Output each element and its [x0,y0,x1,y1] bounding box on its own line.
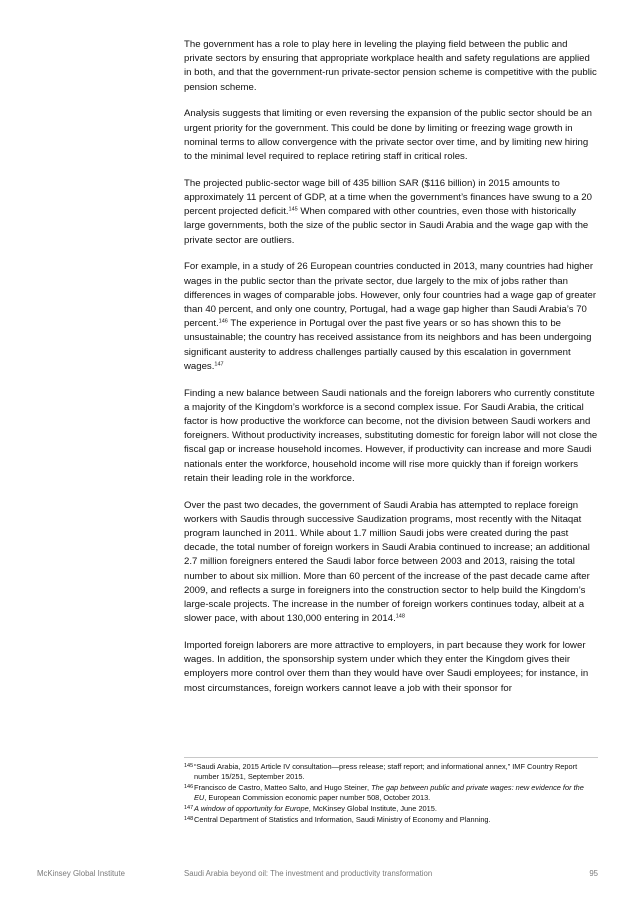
paragraph [184,38,598,95]
footnote-text-run: “Saudi Arabia, 2015 Article IV consultation—press release; staff report; and informational annex,” IMF Country Report number 15/251, September 2015. [194,762,578,782]
paragraph-text: Over the past two decades, the government of Saudi Arabia has attempted to replace foreign workers with Saudis through successive Saudization programs, most recently with the Nitaqat program launched in 2011. While about 1.7 million Saudi jobs were created during the past decade, the total number of foreign workers in Saudi Arabia continued to increase; an additional 2.7 million foreigners entered the Saudi labor force between 2003 and 2013, raising the total number to about six million. More than 60 percent of the increase of the past decade came after 2009, and reflects a surge in foreigners into the construction sector to help build the Kingdom’s large-scale projects. The increase in the number of foreign workers continues today, albeit at a slower pace, with about 130,000 entering in 2014. [184,499,590,625]
footnote-text [194,804,598,814]
footer-report-title: Saudi Arabia beyond oil: The investment and productivity transformation [184,869,433,878]
footnote-number: 147 [184,805,194,812]
paragraph-text: The government has a role to play here in leveling the playing field between the public and private sectors by ensuring that appropriate workplace health and safety regulations are applied in both, and that the government-run private-sector pension scheme is competitive with the public pension scheme. [184,39,597,93]
footnote-reference-147[interactable]: 147 [214,361,224,368]
page-number: 95 [589,869,598,878]
footnote-text [194,783,598,804]
footnote-text [194,815,598,825]
footnote [184,815,598,825]
paragraph-text: The experience in Portugal over the past five years or so has shown this to be unsustainable; the country has received assistance from its neighbors and has been undergoing significant austerity to address challenges partially caused by this escalation in government wages. [184,318,592,372]
footnote-number: 145 [184,763,194,769]
footnote-text [194,762,598,783]
paragraph-text: When compared with other countries, even those with historically large governments, both the size of the public sector in Saudi Arabia and the wage gap with the private sector are outliers. [184,206,589,246]
paragraph [184,107,598,164]
footnote-text-run: Francisco de Castro, Matteo Salto, and Hugo Steiner, [194,783,372,793]
paragraph [184,260,598,374]
paragraph-text: Analysis suggests that limiting or even reversing the expansion of the public sector should be an urgent priority for the government. This could be done by limiting or freezing wage growth in nominal terms to allow convergence with the private sector over time, and by limiting new hiring to the minimal level required to replace retiring staff in critical roles. [184,108,592,163]
footnote-citation-title: The gap between public and private wages: new evidence for the EU [194,783,584,803]
paragraph [184,387,598,486]
footnote-text-run: , European Commission economic paper number 508, October 2013. [204,793,431,803]
footnote-reference-148[interactable]: 148 [395,613,405,620]
footnote-reference-146[interactable]: 146 [218,318,228,325]
paragraph [184,639,598,696]
footnote-citation-title: A window of opportunity for Europe [194,804,309,814]
paragraph [184,499,598,627]
body-text [184,38,598,708]
paragraph [184,177,598,248]
footnote [184,804,598,814]
paragraph-text: Finding a new balance between Saudi nationals and the foreign laborers who currently constitute a majority of the Kingdom’s workforce is a second complex issue. For Saudi Arabia, the critical factor is how productive the workforce can become, not the division between Saudi workers and foreigners. Without productivity increases, substituting domestic for foreign labor will not close the fiscal gap or increase household incomes. However, if productivity can increase and more Saudi nationals enter the workforce, household income will rise more quickly than if foreign workers retain their leading role in the workforce. [184,387,598,484]
footnote-text-run: , McKinsey Global Institute, June 2015. [308,804,437,814]
paragraph-text: Imported foreign laborers are more attractive to employers, in part because they work for lower wages. In addition, the sponsorship system under which they enter the Kingdom gives their employers more control over them than they would have over Saudi employees; for instance, in most circumstances, foreign workers cannot leave a job with their sponsor for [184,640,589,694]
footnote-reference-145[interactable]: 145 [288,206,298,213]
footnote-number: 148 [184,815,194,822]
footnote [184,783,598,804]
footnotes [184,757,598,826]
footer-publisher: McKinsey Global Institute [37,869,125,878]
footnote-text-run: Central Department of Statistics and Information, Saudi Ministry of Economy and Planning. [194,814,491,824]
footnote [184,762,598,783]
footnote-number: 146 [184,784,194,791]
paragraph-text: The projected public-sector wage bill of 435 billion SAR ($116 billion) in 2015 amounts to approximately 11 percent of GDP, at a time when the government’s finances have swung to a 20 percent projected deficit. [184,177,592,218]
paragraph-text: For example, in a study of 26 European countries conducted in 2013, many countries had higher wages in the public sector than the private sector, due largely to the mix of jobs rather than differences in wages of comparable jobs. However, only four countries had a wage gap of greater than 40 percent, and only one country, Portugal, had a wage gap higher than Saudi Arabia’s 70 percent. [184,261,597,330]
